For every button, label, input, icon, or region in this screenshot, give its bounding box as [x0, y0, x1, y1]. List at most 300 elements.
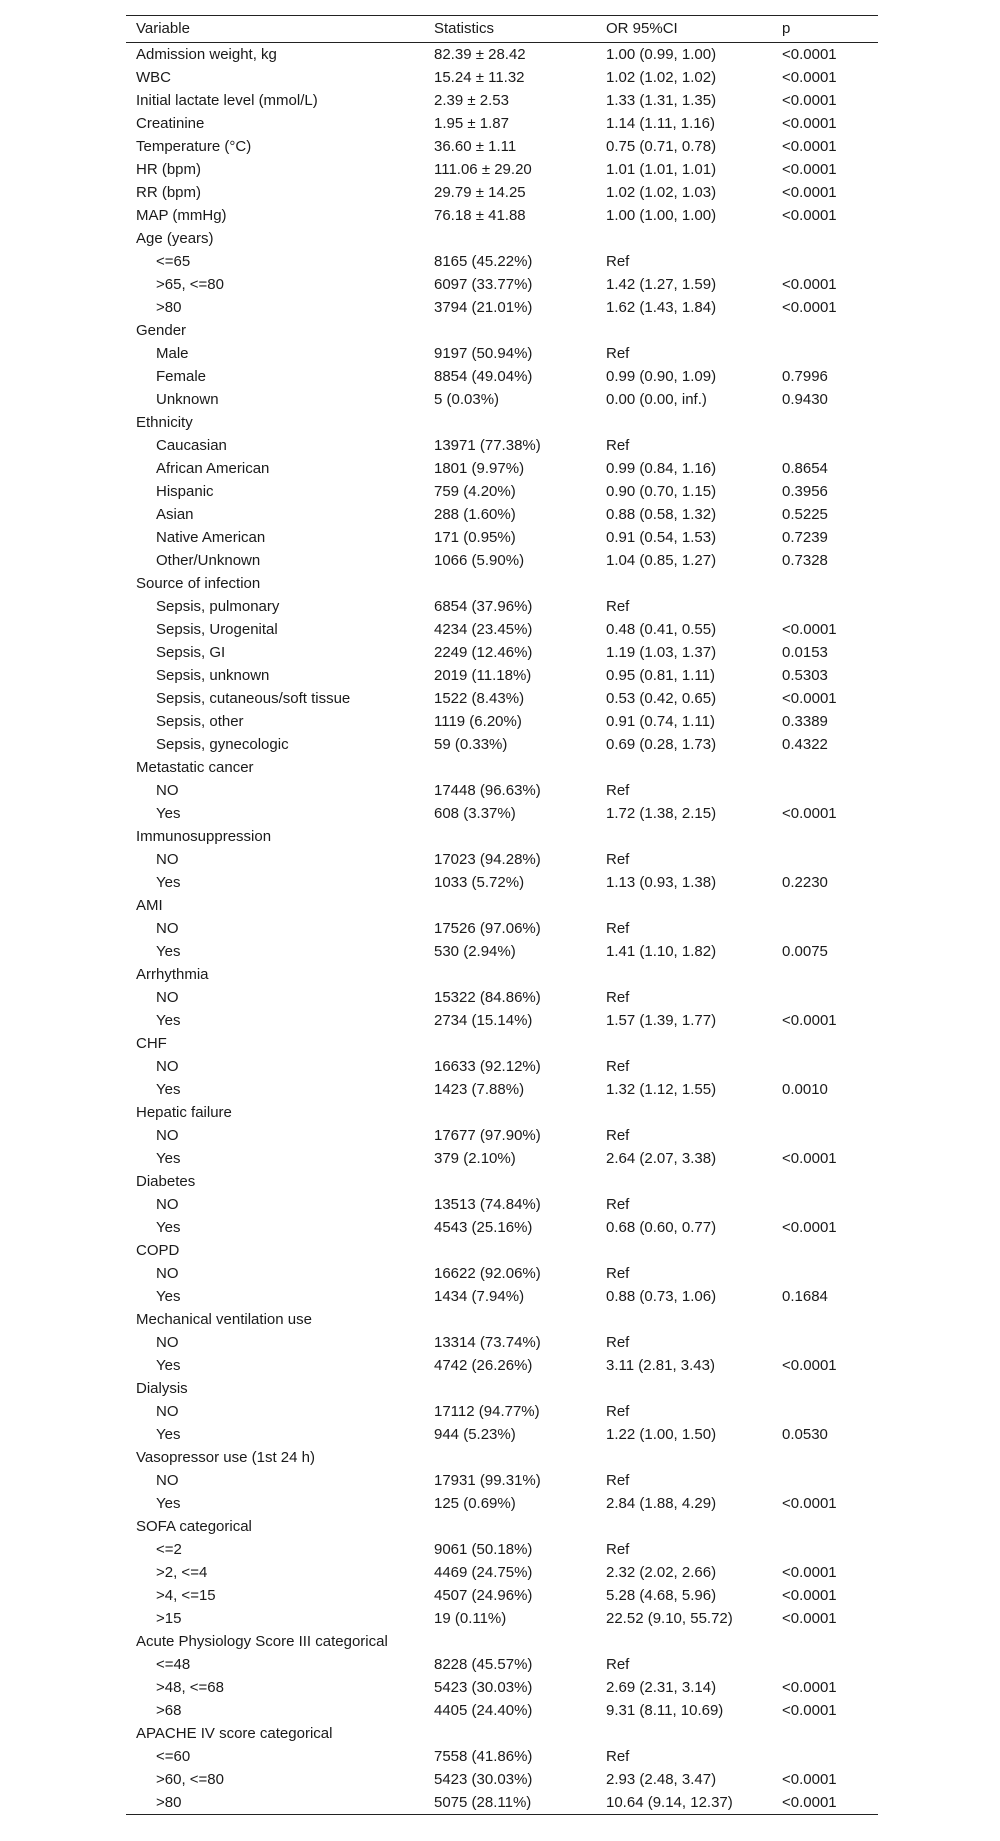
p-value-cell: 0.7996 — [782, 368, 828, 385]
or-ci-cell: 10.64 (9.14, 12.37) — [606, 1794, 733, 1811]
variable-cell: >68 — [156, 1702, 182, 1719]
p-value-cell: <0.0001 — [782, 1219, 837, 1236]
table-row — [126, 1584, 878, 1607]
statistics-cell: 4507 (24.96%) — [434, 1587, 533, 1604]
variable-cell: Gender — [136, 322, 187, 339]
variable-cell: RR (bpm) — [136, 184, 202, 201]
table-row — [126, 1745, 878, 1768]
statistics-cell: 125 (0.69%) — [434, 1495, 516, 1512]
table-row — [126, 411, 878, 434]
table-row — [126, 181, 878, 204]
table-row — [126, 1561, 878, 1584]
p-value-cell: 0.0530 — [782, 1426, 828, 1443]
table-row — [126, 618, 878, 641]
variable-cell: NO — [156, 1472, 179, 1489]
table-row — [126, 871, 878, 894]
or-ci-cell: 1.01 (1.01, 1.01) — [606, 161, 717, 178]
table-row — [126, 319, 878, 342]
variable-cell: NO — [156, 1127, 179, 1144]
statistics-cell: 5075 (28.11%) — [434, 1794, 532, 1811]
p-value-cell: <0.0001 — [782, 69, 837, 86]
statistics-cell: 608 (3.37%) — [434, 805, 516, 822]
variable-cell: Arrhythmia — [136, 966, 209, 983]
p-value-cell: <0.0001 — [782, 621, 837, 638]
variable-cell: NO — [156, 1403, 179, 1420]
p-value-cell: 0.0010 — [782, 1081, 828, 1098]
or-ci-cell: Ref — [606, 437, 630, 454]
variable-cell: Hepatic failure — [136, 1104, 232, 1121]
variable-cell: Sepsis, Urogenital — [156, 621, 278, 638]
variable-cell: <=60 — [156, 1748, 191, 1765]
p-value-cell: 0.3956 — [782, 483, 828, 500]
statistics-cell: 6854 (37.96%) — [434, 598, 533, 615]
or-ci-cell: 1.72 (1.38, 2.15) — [606, 805, 717, 822]
variable-cell: African American — [156, 460, 270, 477]
statistics-cell: 1119 (6.20%) — [434, 713, 522, 730]
statistics-cell: 2249 (12.46%) — [434, 644, 533, 661]
variable-cell: >48, <=68 — [156, 1679, 224, 1696]
table-row — [126, 756, 878, 779]
table-row — [126, 733, 878, 756]
variable-cell: Yes — [156, 1150, 181, 1167]
table-row — [126, 1538, 878, 1561]
statistics-cell: 4405 (24.40%) — [434, 1702, 533, 1719]
or-ci-cell: Ref — [606, 782, 630, 799]
table-row — [126, 204, 878, 227]
variable-cell: >2, <=4 — [156, 1564, 208, 1581]
header-variable: Variable — [136, 20, 190, 37]
variable-cell: Ethnicity — [136, 414, 193, 431]
table-row — [126, 158, 878, 181]
or-ci-cell: 2.64 (2.07, 3.38) — [606, 1150, 717, 1167]
p-value-cell: 0.1684 — [782, 1288, 828, 1305]
variable-cell: Unknown — [156, 391, 219, 408]
statistics-cell: 288 (1.60%) — [434, 506, 516, 523]
variable-cell: Initial lactate level (mmol/L) — [136, 92, 318, 109]
or-ci-cell: 1.00 (0.99, 1.00) — [606, 46, 717, 63]
or-ci-cell: 1.33 (1.31, 1.35) — [606, 92, 717, 109]
table-row — [126, 1630, 878, 1653]
statistics-cell: 76.18 ± 41.88 — [434, 207, 526, 224]
variable-cell: Yes — [156, 1288, 181, 1305]
variable-cell: Age (years) — [136, 230, 214, 247]
or-ci-cell: Ref — [606, 253, 630, 270]
statistics-cell: 17677 (97.90%) — [434, 1127, 541, 1144]
or-ci-cell: 0.99 (0.84, 1.16) — [606, 460, 717, 477]
or-ci-cell: 0.48 (0.41, 0.55) — [606, 621, 717, 638]
variable-cell: Sepsis, GI — [156, 644, 226, 661]
p-value-cell: 0.3389 — [782, 713, 828, 730]
statistics-cell: 944 (5.23%) — [434, 1426, 516, 1443]
table-row — [126, 89, 878, 112]
variable-cell: AMI — [136, 897, 163, 914]
or-ci-cell: 1.00 (1.00, 1.00) — [606, 207, 717, 224]
p-value-cell: <0.0001 — [782, 1012, 837, 1029]
variable-cell: Yes — [156, 1495, 181, 1512]
table-row — [126, 434, 878, 457]
p-value-cell: 0.0153 — [782, 644, 828, 661]
variable-cell: NO — [156, 1334, 179, 1351]
p-value-cell: 0.5303 — [782, 667, 828, 684]
table-row — [126, 1400, 878, 1423]
statistics-cell: 19 (0.11%) — [434, 1610, 507, 1627]
or-ci-cell: Ref — [606, 1334, 630, 1351]
statistics-cell: 4742 (26.26%) — [434, 1357, 533, 1374]
p-value-cell: <0.0001 — [782, 1150, 837, 1167]
statistics-cell: 379 (2.10%) — [434, 1150, 516, 1167]
statistics-cell: 2.39 ± 2.53 — [434, 92, 509, 109]
or-ci-cell: Ref — [606, 1196, 630, 1213]
variable-cell: NO — [156, 1058, 179, 1075]
statistics-cell: 59 (0.33%) — [434, 736, 508, 753]
table-row — [126, 503, 878, 526]
table-row — [126, 250, 878, 273]
table-row — [126, 1170, 878, 1193]
table-row — [126, 1285, 878, 1308]
or-ci-cell: 1.42 (1.27, 1.59) — [606, 276, 717, 293]
or-ci-cell: Ref — [606, 989, 630, 1006]
variable-cell: Dialysis — [136, 1380, 188, 1397]
statistics-cell: 1033 (5.72%) — [434, 874, 525, 891]
statistics-cell: 2734 (15.14%) — [434, 1012, 533, 1029]
variable-cell: Yes — [156, 1357, 181, 1374]
p-value-cell: 0.0075 — [782, 943, 828, 960]
table-row — [126, 1469, 878, 1492]
variable-cell: Other/Unknown — [156, 552, 261, 569]
table-row — [126, 457, 878, 480]
statistics-cell: 4543 (25.16%) — [434, 1219, 533, 1236]
table-row — [126, 1446, 878, 1469]
or-ci-cell: 2.32 (2.02, 2.66) — [606, 1564, 717, 1581]
p-value-cell: <0.0001 — [782, 1771, 837, 1788]
or-ci-cell: 0.91 (0.54, 1.53) — [606, 529, 717, 546]
or-ci-cell: 0.69 (0.28, 1.73) — [606, 736, 717, 753]
table-row — [126, 1699, 878, 1722]
variable-cell: Yes — [156, 1012, 181, 1029]
table-row — [126, 365, 878, 388]
or-ci-cell: 1.13 (0.93, 1.38) — [606, 874, 717, 891]
or-ci-cell: 1.32 (1.12, 1.55) — [606, 1081, 717, 1098]
table-row — [126, 1078, 878, 1101]
or-ci-cell: 1.19 (1.03, 1.37) — [606, 644, 717, 661]
variable-cell: Temperature (°C) — [136, 138, 252, 155]
or-ci-cell: Ref — [606, 1058, 630, 1075]
or-ci-cell: 0.68 (0.60, 0.77) — [606, 1219, 717, 1236]
p-value-cell: <0.0001 — [782, 207, 837, 224]
variable-cell: Diabetes — [136, 1173, 196, 1190]
table-row — [126, 1791, 878, 1814]
statistics-cell: 1.95 ± 1.87 — [434, 115, 509, 132]
or-ci-cell: 0.88 (0.73, 1.06) — [606, 1288, 717, 1305]
variable-cell: Sepsis, other — [156, 713, 244, 730]
p-value-cell: <0.0001 — [782, 276, 837, 293]
statistics-cell: 82.39 ± 28.42 — [434, 46, 526, 63]
p-value-cell: <0.0001 — [782, 1357, 837, 1374]
or-ci-cell: Ref — [606, 1265, 630, 1282]
statistics-cell: 1801 (9.97%) — [434, 460, 525, 477]
table-row — [126, 1607, 878, 1630]
table-row — [126, 664, 878, 687]
statistics-cell: 5423 (30.03%) — [434, 1771, 533, 1788]
variable-cell: >4, <=15 — [156, 1587, 216, 1604]
variable-cell: NO — [156, 920, 179, 937]
table-row — [126, 641, 878, 664]
variable-cell: >60, <=80 — [156, 1771, 224, 1788]
header-or-ci: OR 95%CI — [606, 20, 678, 37]
or-ci-cell: 2.93 (2.48, 3.47) — [606, 1771, 717, 1788]
table-header-row — [126, 16, 878, 42]
p-value-cell: <0.0001 — [782, 1495, 837, 1512]
or-ci-cell: 0.53 (0.42, 0.65) — [606, 690, 717, 707]
statistics-cell: 1066 (5.90%) — [434, 552, 525, 569]
or-ci-cell: Ref — [606, 1127, 630, 1144]
table-row — [126, 1009, 878, 1032]
variable-cell: Admission weight, kg — [136, 46, 277, 63]
or-ci-cell: 1.22 (1.00, 1.50) — [606, 1426, 717, 1443]
variable-cell: >80 — [156, 1794, 182, 1811]
p-value-cell: <0.0001 — [782, 1564, 837, 1581]
or-ci-cell: 1.02 (1.02, 1.03) — [606, 184, 717, 201]
table-row — [126, 273, 878, 296]
or-ci-cell: 0.99 (0.90, 1.09) — [606, 368, 717, 385]
variable-cell: NO — [156, 851, 179, 868]
statistics-cell: 15.24 ± 11.32 — [434, 69, 525, 86]
p-value-cell: <0.0001 — [782, 1610, 837, 1627]
table-row — [126, 342, 878, 365]
table-row — [126, 1768, 878, 1791]
table-row — [126, 1124, 878, 1147]
variable-cell: COPD — [136, 1242, 180, 1259]
variable-cell: Immunosuppression — [136, 828, 272, 845]
p-value-cell: 0.4322 — [782, 736, 828, 753]
variable-cell: Yes — [156, 1219, 181, 1236]
variable-cell: Sepsis, cutaneous/soft tissue — [156, 690, 351, 707]
statistics-cell: 36.60 ± 1.11 — [434, 138, 517, 155]
or-ci-cell: 9.31 (8.11, 10.69) — [606, 1702, 724, 1719]
statistics-cell: 8228 (45.57%) — [434, 1656, 533, 1673]
statistics-cell: 29.79 ± 14.25 — [434, 184, 526, 201]
or-ci-cell: 3.11 (2.81, 3.43) — [606, 1357, 715, 1374]
or-ci-cell: 0.88 (0.58, 1.32) — [606, 506, 717, 523]
variable-cell: Acute Physiology Score III categorical — [136, 1633, 388, 1650]
table-row — [126, 1331, 878, 1354]
table-row — [126, 572, 878, 595]
variable-cell: Sepsis, gynecologic — [156, 736, 289, 753]
table-row — [126, 779, 878, 802]
or-ci-cell: 0.90 (0.70, 1.15) — [606, 483, 717, 500]
table-row — [126, 802, 878, 825]
statistics-cell: 17526 (97.06%) — [434, 920, 541, 937]
table-row — [126, 135, 878, 158]
statistics-cell: 5 (0.03%) — [434, 391, 500, 408]
p-value-cell: <0.0001 — [782, 1794, 837, 1811]
table-row — [126, 227, 878, 250]
table-row — [126, 388, 878, 411]
variable-cell: <=65 — [156, 253, 191, 270]
table-row — [126, 1308, 878, 1331]
p-value-cell: <0.0001 — [782, 161, 837, 178]
variable-cell: NO — [156, 1196, 179, 1213]
statistics-cell: 13513 (74.84%) — [434, 1196, 541, 1213]
p-value-cell: 0.7328 — [782, 552, 828, 569]
table-row — [126, 112, 878, 135]
table-row — [126, 1492, 878, 1515]
p-value-cell: <0.0001 — [782, 115, 837, 132]
variable-cell: Hispanic — [156, 483, 214, 500]
variable-cell: Yes — [156, 1081, 181, 1098]
table-row — [126, 710, 878, 733]
p-value-cell: 0.9430 — [782, 391, 828, 408]
table-row — [126, 1423, 878, 1446]
or-ci-cell: 0.75 (0.71, 0.78) — [606, 138, 717, 155]
table-row — [126, 549, 878, 572]
variable-cell: Yes — [156, 874, 181, 891]
table-row — [126, 296, 878, 319]
or-ci-cell: Ref — [606, 1403, 630, 1420]
p-value-cell: <0.0001 — [782, 805, 837, 822]
table-row — [126, 848, 878, 871]
statistics-cell: 9197 (50.94%) — [434, 345, 533, 362]
variable-cell: NO — [156, 782, 179, 799]
statistics-cell: 2019 (11.18%) — [434, 667, 532, 684]
statistics-cell: 1434 (7.94%) — [434, 1288, 525, 1305]
variable-cell: HR (bpm) — [136, 161, 202, 178]
table-row — [126, 687, 878, 710]
statistics-cell: 17448 (96.63%) — [434, 782, 541, 799]
table-row — [126, 1354, 878, 1377]
or-ci-cell: 0.00 (0.00, inf.) — [606, 391, 707, 408]
variable-cell: Yes — [156, 943, 181, 960]
table-row — [126, 1262, 878, 1285]
variable-cell: >15 — [156, 1610, 182, 1627]
variable-cell: >80 — [156, 299, 182, 316]
variable-cell: NO — [156, 1265, 179, 1282]
statistics-cell: 7558 (41.86%) — [434, 1748, 533, 1765]
table-row — [126, 526, 878, 549]
variable-cell: WBC — [136, 69, 171, 86]
variable-cell: Metastatic cancer — [136, 759, 254, 776]
p-value-cell: 0.8654 — [782, 460, 828, 477]
variable-cell: SOFA categorical — [136, 1518, 252, 1535]
variable-cell: MAP (mmHg) — [136, 207, 227, 224]
variable-cell: <=2 — [156, 1541, 182, 1558]
table-row — [126, 1032, 878, 1055]
variable-cell: Mechanical ventilation use — [136, 1311, 312, 1328]
variable-cell: Male — [156, 345, 189, 362]
header-statistics: Statistics — [434, 20, 495, 37]
table-body — [126, 43, 878, 1814]
or-ci-cell: Ref — [606, 345, 630, 362]
statistics-cell: 1423 (7.88%) — [434, 1081, 525, 1098]
table-row — [126, 1147, 878, 1170]
or-ci-cell: 1.41 (1.10, 1.82) — [606, 943, 717, 960]
or-ci-cell: Ref — [606, 920, 630, 937]
statistics-cell: 530 (2.94%) — [434, 943, 516, 960]
statistics-cell: 4469 (24.75%) — [434, 1564, 533, 1581]
variable-cell: Sepsis, pulmonary — [156, 598, 280, 615]
table-row — [126, 894, 878, 917]
or-ci-cell: Ref — [606, 851, 630, 868]
statistics-cell: 16622 (92.06%) — [434, 1265, 541, 1282]
or-ci-cell: 5.28 (4.68, 5.96) — [606, 1587, 717, 1604]
variable-cell: Source of infection — [136, 575, 261, 592]
or-ci-cell: 0.91 (0.74, 1.11) — [606, 713, 715, 730]
table-row — [126, 595, 878, 618]
statistics-cell: 6097 (33.77%) — [434, 276, 533, 293]
p-value-cell: <0.0001 — [782, 1702, 837, 1719]
statistics-cell: 8165 (45.22%) — [434, 253, 533, 270]
table-row — [126, 825, 878, 848]
statistics-cell: 3794 (21.01%) — [434, 299, 533, 316]
table-row — [126, 1676, 878, 1699]
table-row — [126, 917, 878, 940]
variable-cell: <=48 — [156, 1656, 191, 1673]
variable-cell: Native American — [156, 529, 266, 546]
table-row — [126, 1216, 878, 1239]
or-ci-cell: Ref — [606, 1541, 630, 1558]
variable-cell: Female — [156, 368, 207, 385]
or-ci-cell: 1.62 (1.43, 1.84) — [606, 299, 717, 316]
statistics-cell: 8854 (49.04%) — [434, 368, 533, 385]
or-ci-cell: Ref — [606, 598, 630, 615]
table-row — [126, 1101, 878, 1124]
statistics-cell: 13314 (73.74%) — [434, 1334, 541, 1351]
statistics-cell: 9061 (50.18%) — [434, 1541, 533, 1558]
p-value-cell: <0.0001 — [782, 1587, 837, 1604]
statistics-cell: 17931 (99.31%) — [434, 1472, 541, 1489]
p-value-cell: <0.0001 — [782, 1679, 837, 1696]
variable-cell: Sepsis, unknown — [156, 667, 270, 684]
or-ci-cell: 1.14 (1.11, 1.16) — [606, 115, 715, 132]
statistics-cell: 1522 (8.43%) — [434, 690, 525, 707]
p-value-cell: <0.0001 — [782, 690, 837, 707]
variable-cell: Creatinine — [136, 115, 205, 132]
statistics-cell: 17112 (94.77%) — [434, 1403, 540, 1420]
odds-ratio-table — [126, 15, 878, 1815]
statistics-cell: 4234 (23.45%) — [434, 621, 533, 638]
variable-cell: Asian — [156, 506, 194, 523]
statistics-cell: 15322 (84.86%) — [434, 989, 541, 1006]
table-row — [126, 43, 878, 66]
or-ci-cell: 1.02 (1.02, 1.02) — [606, 69, 717, 86]
p-value-cell: <0.0001 — [782, 299, 837, 316]
or-ci-cell: 2.84 (1.88, 4.29) — [606, 1495, 717, 1512]
variable-cell: NO — [156, 989, 179, 1006]
variable-cell: APACHE IV score categorical — [136, 1725, 333, 1742]
statistics-cell: 17023 (94.28%) — [434, 851, 541, 868]
table-row — [126, 1193, 878, 1216]
variable-cell: Yes — [156, 805, 181, 822]
table-bottom-rule — [126, 1814, 878, 1815]
table-row — [126, 1515, 878, 1538]
table-row — [126, 986, 878, 1009]
p-value-cell: 0.5225 — [782, 506, 828, 523]
statistics-cell: 759 (4.20%) — [434, 483, 516, 500]
p-value-cell: 0.2230 — [782, 874, 828, 891]
statistics-cell: 5423 (30.03%) — [434, 1679, 533, 1696]
variable-cell: Vasopressor use (1st 24 h) — [136, 1449, 315, 1466]
table-row — [126, 1377, 878, 1400]
or-ci-cell: Ref — [606, 1748, 630, 1765]
table-row — [126, 940, 878, 963]
or-ci-cell: Ref — [606, 1472, 630, 1489]
statistics-cell: 16633 (92.12%) — [434, 1058, 541, 1075]
or-ci-cell: 2.69 (2.31, 3.14) — [606, 1679, 717, 1696]
variable-cell: Caucasian — [156, 437, 227, 454]
statistics-cell: 13971 (77.38%) — [434, 437, 541, 454]
p-value-cell: <0.0001 — [782, 46, 837, 63]
variable-cell: Yes — [156, 1426, 181, 1443]
